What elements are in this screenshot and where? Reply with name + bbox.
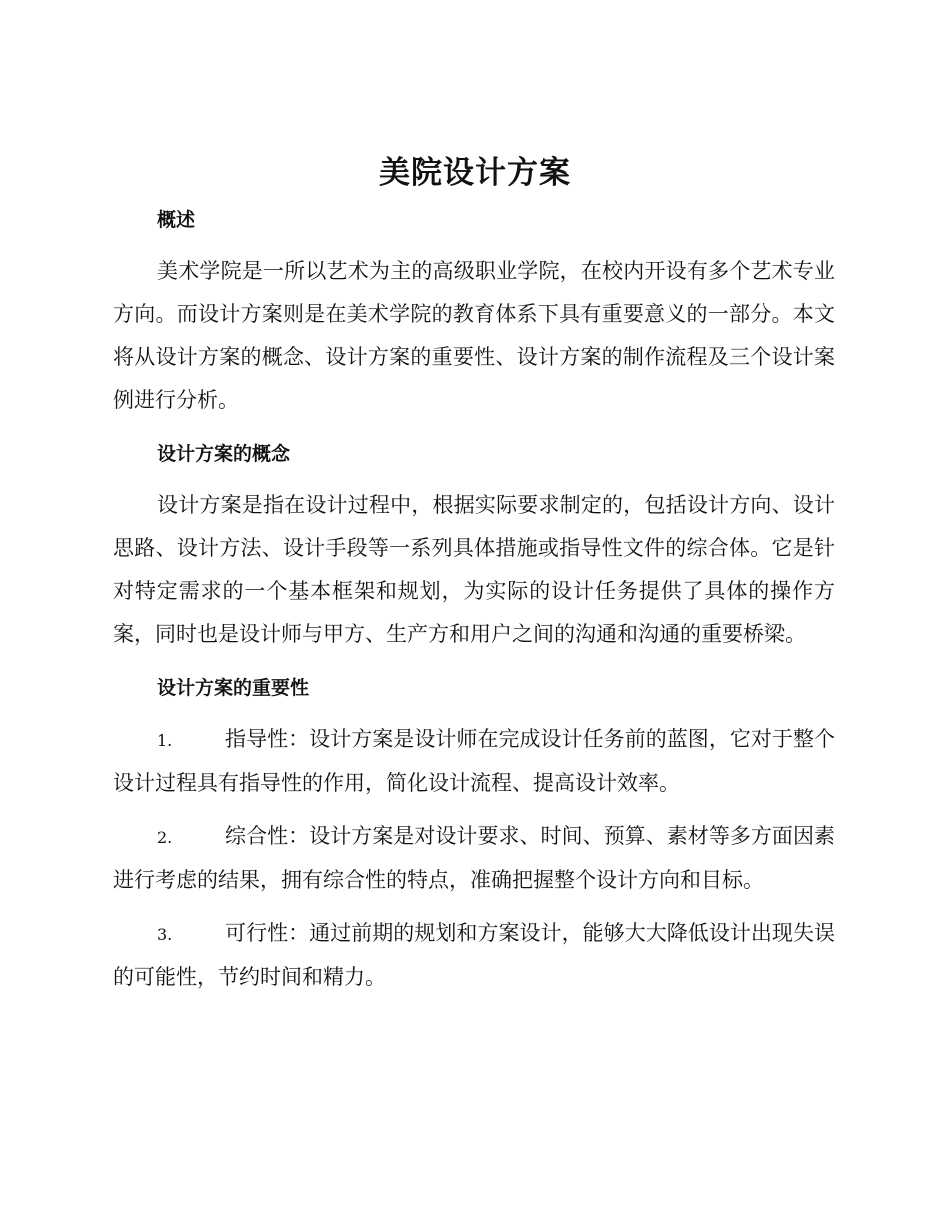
list-item-number: 1. (157, 731, 173, 750)
overview-paragraph: 美术学院是一所以艺术为主的高级职业学院，在校内开设有多个艺术专业方向。而设计方案则是在美术学院的教育体系下具有重要意义的一部分。本文将从设计方案的概念、设计方案的重要性、设计方案的制作流程及三个设计案例进行分析。 (113, 259, 835, 412)
concept-paragraph: 设计方案是指在设计过程中，根据实际要求制定的，包括设计方向、设计思路、设计方法、设计手段等一系列具体措施或指导性文件的综合体。它是针对特定需求的一个基本框架和规划，为实际的设计任务提供了具体的操作方案，同时也是设计师与甲方、生产方和用户之间的沟通和沟通的重要桥梁。 (113, 493, 835, 646)
section-heading-overview: 概述 (157, 209, 196, 231)
section-heading-concept: 设计方案的概念 (157, 443, 291, 465)
section-heading-importance: 设计方案的重要性 (157, 677, 310, 699)
list-item (113, 912, 835, 999)
document-title: 美院设计方案 (379, 155, 571, 191)
list-item-text: 可行性：通过前期的规划和方案设计，能够大大降低设计出现失误的可能性，节约时间和精力。 (113, 921, 835, 989)
list-item-number: 2. (157, 828, 173, 847)
list-item-text: 指导性：设计方案是设计师在完成设计任务前的蓝图，它对于整个设计过程具有指导性的作用，简化设计流程、提高设计效率。 (113, 727, 835, 795)
list-item (113, 718, 835, 805)
list-item (113, 815, 835, 902)
document-body (113, 200, 835, 999)
list-item-text: 综合性：设计方案是对设计要求、时间、预算、素材等多方面因素进行考虑的结果，拥有综合性的特点，准确把握整个设计方向和目标。 (113, 824, 835, 892)
list-item-number: 3. (157, 925, 173, 944)
